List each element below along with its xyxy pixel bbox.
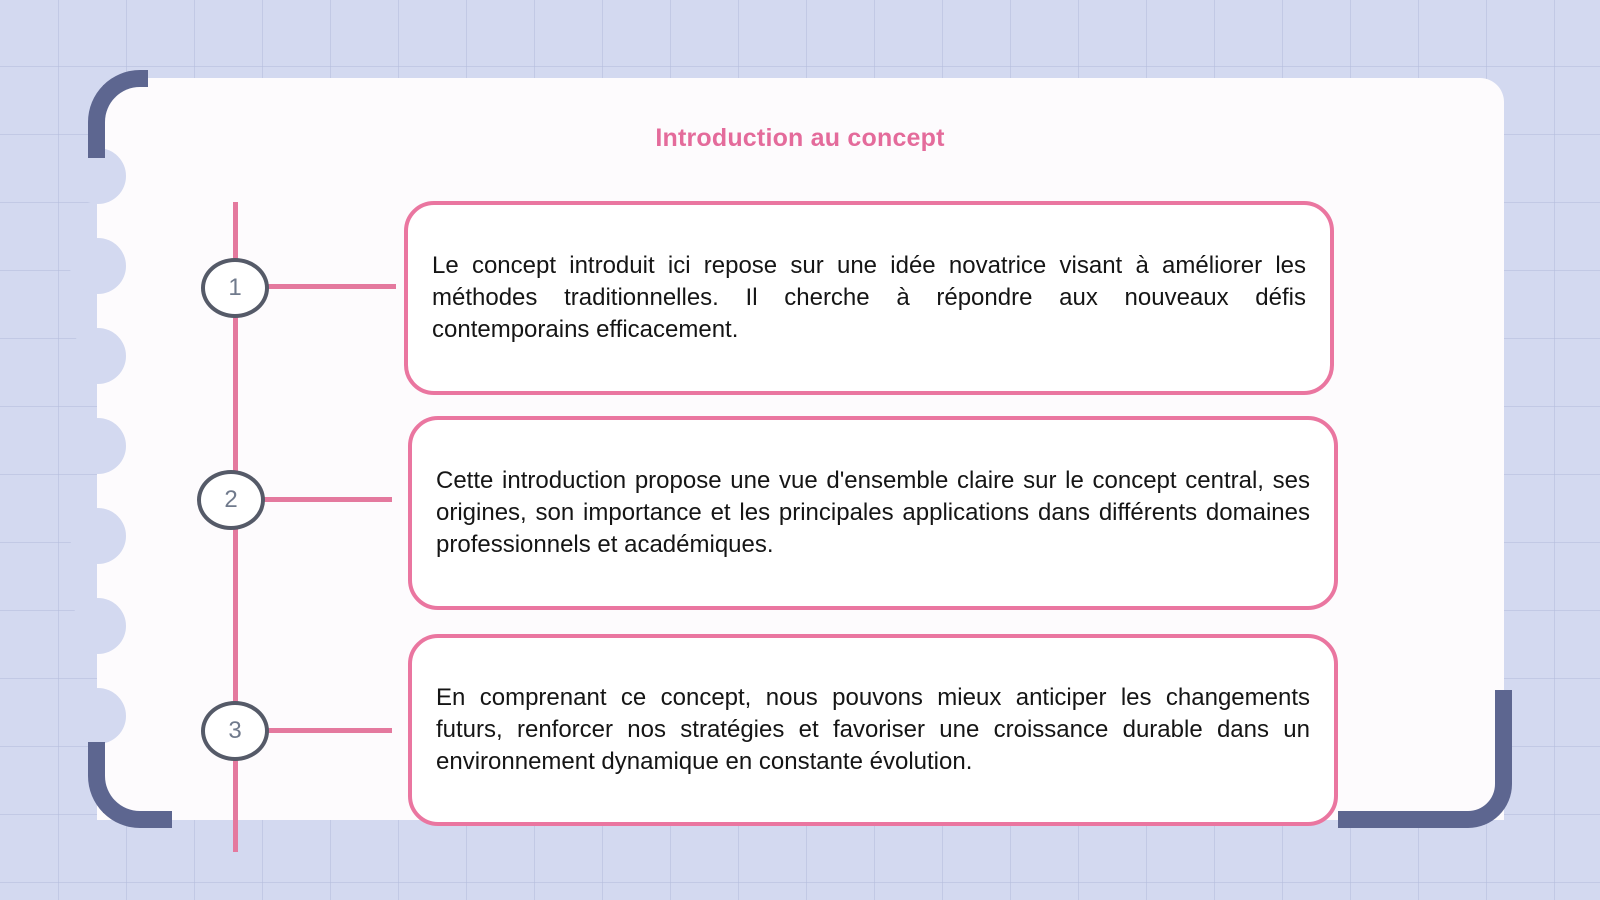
step-3-text: En comprenant ce concept, nous pouvons mieux anticiper les changements futurs, renforcer nos stratégies et favoriser une croissance durable dans un environnement dynamique en constante évolution. — [436, 684, 1310, 775]
step-2-card — [408, 416, 1338, 610]
step-1-card — [404, 201, 1334, 395]
step-1-circle — [201, 258, 269, 318]
slide-title: Introduction au concept — [655, 124, 945, 152]
frame-bracket-bottom-right — [1338, 690, 1512, 828]
sheet-scallop — [70, 328, 126, 384]
step-3-number: 3 — [228, 717, 242, 744]
step-3-circle — [201, 701, 269, 761]
step-1-text: Le concept introduit ici repose sur une idée novatrice visant à améliorer les méthodes traditionnelles. Il cherche à répondre aux nouveaux défis contemporains efficacement. — [432, 252, 1306, 343]
step-3-connector — [266, 728, 392, 733]
sheet-scallop — [70, 688, 126, 744]
step-1-connector — [266, 284, 396, 289]
step-1-number: 1 — [228, 274, 242, 301]
step-2-text: Cette introduction propose une vue d'ensemble claire sur le concept central, ses origines, son importance et les principales applications dans différents domaines professionnels et académiques. — [436, 467, 1310, 558]
sheet-scallop — [70, 598, 126, 654]
sheet-scallop — [70, 418, 126, 474]
sheet-scallop — [70, 508, 126, 564]
step-3-card — [408, 634, 1338, 826]
sheet-scallop — [70, 238, 126, 294]
step-2-circle — [197, 470, 265, 530]
step-2-connector — [262, 497, 392, 502]
step-2-number: 2 — [224, 486, 238, 513]
